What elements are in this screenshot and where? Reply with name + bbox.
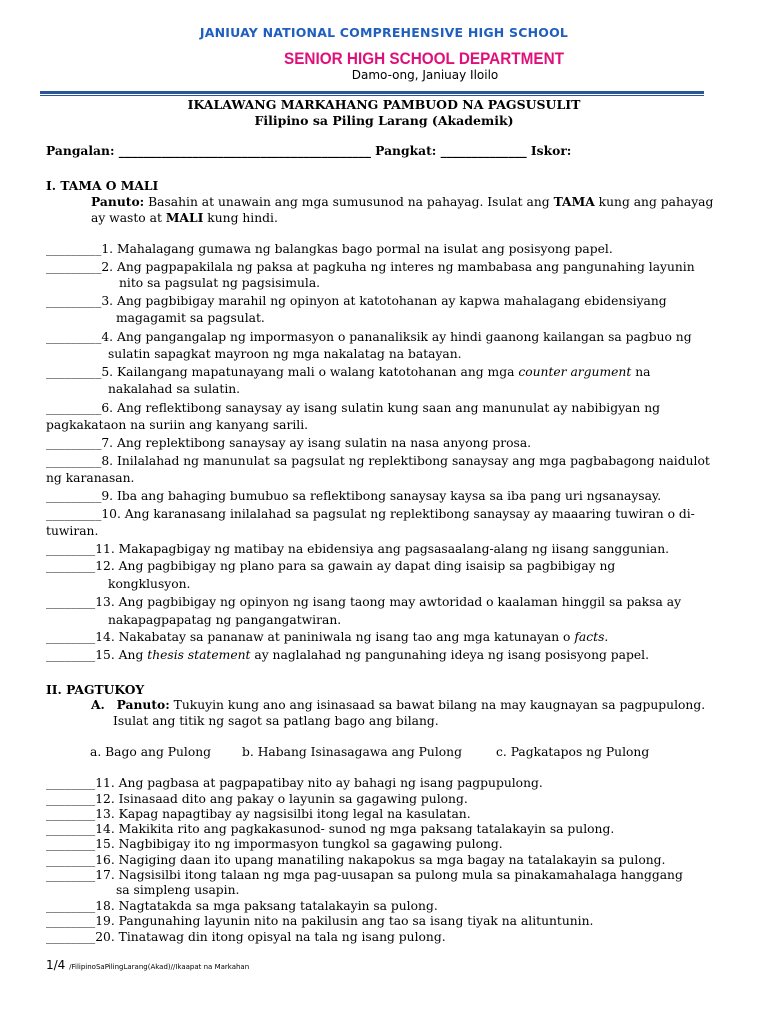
list-item: ________12. Ang pagbibigay ng plano para sa gawain ay dapat ding isaisip sa pagbibigay ng	[46, 559, 616, 573]
item5-text: _________5. Kailangang mapatunayang mali o walang katotohanan ang mga	[46, 365, 515, 379]
header-divider	[40, 91, 704, 94]
item5-italic: counter argument	[518, 365, 632, 379]
school-address: Damo-ong, Janiuay Iloilo	[351, 68, 499, 82]
panuto-text: Basahin at unawain ang mga sumusunod na pahayag. Isulat ang	[148, 195, 550, 209]
section1-instructions	[91, 194, 713, 210]
item14-text: ________14. Nakabatay sa pananaw at paniniwala ng isang tao ang mga katunayan o	[46, 630, 571, 644]
school-name: JANIUAY NATIONAL COMPREHENSIVE HIGH SCHOOL	[199, 25, 569, 40]
list-item: _________9. Iba ang bahaging bumubuo sa reflektibong sanaysay kaysa sa iba pang uri ngsanaysay.	[46, 489, 662, 503]
list-item-cont: sulatin sapagkat mayroon ng mga nakalatag na batayan.	[108, 347, 462, 361]
list-item-cont: tuwiran.	[46, 524, 99, 538]
list-item-cont: magagamit sa pagsulat.	[116, 311, 265, 325]
panuto-text-2: ay wasto at	[91, 211, 162, 225]
list-item-cont: kongklusyon.	[108, 577, 191, 591]
choice-b: b. Habang Isinasagawa ang Pulong	[242, 745, 462, 759]
list-item: ________11. Ang pagbasa at pagpapatibay nito ay bahagi ng isang pagpupulong.	[46, 776, 543, 790]
after-tama: kung ang pahayag	[598, 195, 714, 209]
list-item: ________19. Pangunahing layunin nito na pakilusin ang tao sa isang tiyak na alituntunin.	[46, 914, 594, 928]
section2-instructions-2: Isulat ang titik ng sagot sa patlang bago ang bilang.	[113, 714, 439, 728]
list-item: _________3. Ang pagbibigay marahil ng opinyon at katotohanan ay kapwa mahalagang ebidensiyang	[46, 294, 667, 308]
list-item: ________14. Makikita rito ang pagkakasunod- sunod ng mga paksang tatalakayin sa pulong.	[46, 822, 615, 836]
list-item-cont: pagkakataon na suriin ang kanyang sarili.	[46, 418, 309, 432]
list-item: _________6. Ang reflektibong sanaysay ay isang sulatin kung saan ang manunulat ay nabibigyan ng	[46, 401, 660, 415]
list-item-cont: nakalahad sa sulatin.	[108, 382, 241, 396]
list-item	[46, 629, 608, 645]
choice-c: c. Pagkatapos ng Pulong	[496, 745, 650, 759]
item15-text: ________15. Ang	[46, 648, 144, 662]
list-item-cont: nakapagpapatag ng pangangatwiran.	[108, 613, 342, 627]
list-item: ________11. Makapagbigay ng matibay na ebidensiya ang pagsasaalang-alang ng iisang sanggunian.	[46, 542, 670, 556]
list-item: _________7. Ang replektibong sanaysay ay isang sulatin na nasa anyong prosa.	[46, 436, 532, 450]
section2-instructions	[91, 697, 705, 713]
section1-heading: I. TAMA O MALI	[46, 178, 159, 193]
panuto-label: Panuto:	[91, 194, 145, 209]
item5-tail: na	[635, 365, 651, 379]
section2-panuto-label: Panuto:	[116, 697, 170, 712]
page-footer	[46, 958, 249, 972]
list-item: ________16. Nagiging daan ito upang manatiling nakapokus sa mga bagay na tatalakayin sa pulong.	[46, 853, 666, 867]
item15-italic: thesis statement	[147, 648, 251, 662]
list-item-cont: nito sa pagsulat ng pagsisimula.	[119, 276, 321, 290]
section1-instructions-2	[91, 210, 278, 226]
list-item: _________1. Mahalagang gumawa ng balangkas bago pormal na isulat ang posisyong papel.	[46, 242, 613, 256]
list-item	[46, 647, 649, 663]
list-item: ________13. Ang pagbibigay ng opinyon ng isang taong may awtoridad o kaalaman hinggil sa paksa ay	[46, 595, 682, 609]
tama-word: TAMA	[553, 194, 595, 209]
file-path: /FilipinoSaPilingLarang(Akad)//Ikaapat na Markahan	[69, 963, 250, 971]
list-item-cont: ng karanasan.	[46, 471, 135, 485]
section2-panuto-text: Tukuyin kung ano ang isinasaad sa bawat bilang na may kaugnayan sa pagpupulong.	[173, 698, 706, 712]
section2-heading: II. PAGTUKOY	[46, 682, 145, 697]
department-name: SENIOR HIGH SCHOOL DEPARTMENT	[284, 49, 564, 68]
list-item: ________12. Isinasaad dito ang pakay o layunin sa gagawing pulong.	[46, 792, 468, 806]
list-item: _________2. Ang pagpapakilala ng paksa at pagkuha ng interes ng mambabasa ang pangunahing layunin	[46, 260, 695, 274]
exam-subject: Filipino sa Piling Larang (Akademik)	[254, 113, 514, 128]
choice-a: a. Bago ang Pulong	[90, 745, 212, 759]
list-item: ________13. Kapag napagtibay ay nagsisilbi itong legal na kasulatan.	[46, 807, 471, 821]
list-item: _________8. Inilalahad ng manunulat sa pagsulat ng replektibong sanaysay ang mga pagbabagong naidulot	[46, 454, 710, 468]
list-item	[46, 364, 650, 380]
list-item: ________15. Nagbibigay ito ng impormasyon tungkol sa gagawing pulong.	[46, 837, 503, 851]
list-item: ________17. Nagsisilbi itong talaan ng mga pag-uusapan sa pulong mula sa pinakamahalaga hanggang	[46, 868, 683, 882]
mali-word: MALI	[165, 210, 204, 225]
list-item: _________4. Ang pangangalap ng impormasyon o pananaliksik ay hindi gaanong kailangan sa pagbuo ng	[46, 330, 692, 344]
list-item: _________10. Ang karanasang inilalahad sa pagsulat ng replektibong sanaysay ay maaaring tuwiran o di-	[46, 507, 695, 521]
list-item: ________18. Nagtatakda sa mga paksang tatalakayin sa pulong.	[46, 899, 438, 913]
item15-tail: ay naglalahad ng pangunahing ideya ng isang posisyong papel.	[254, 648, 649, 662]
header-divider-thin	[40, 95, 704, 96]
exam-title: IKALAWANG MARKAHANG PAMBUOD NA PAGSUSULIT	[187, 97, 581, 112]
after-mali: kung hindi.	[207, 211, 278, 225]
item14-italic: facts.	[574, 630, 609, 644]
student-info-line: Pangalan: _________________________________________ Pangkat: ______________ Iskor:	[46, 143, 572, 158]
page-number: 1/4	[46, 958, 66, 972]
section2-a-label: A.	[91, 697, 105, 712]
list-item-cont: sa simpleng usapin.	[116, 883, 240, 897]
list-item: ________20. Tinatawag din itong opisyal na tala ng isang pulong.	[46, 930, 446, 944]
